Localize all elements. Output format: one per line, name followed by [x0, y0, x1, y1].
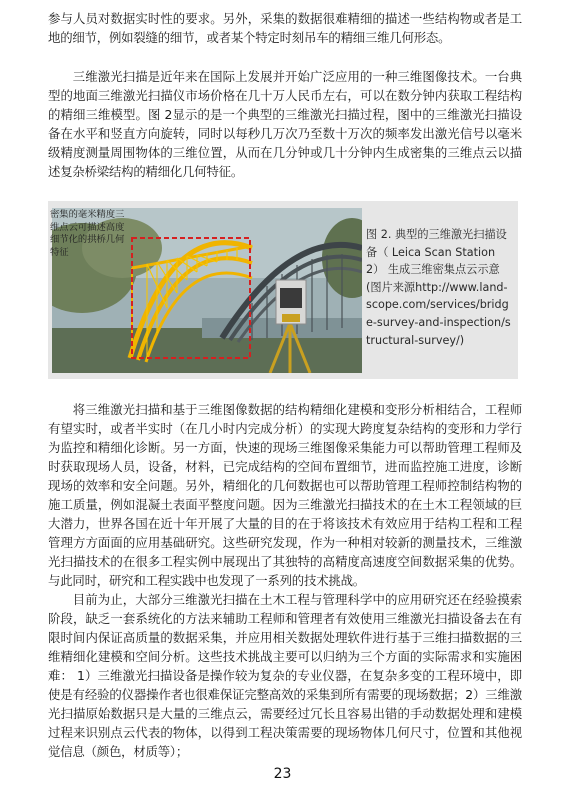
paragraph-4: 目前为止，大部分三维激光扫描在土木工程与管理科学中的应用研究还在经验摸索阶段，缺乏一套系统化的方法来辅助工程师和管理者有效使用三维激光扫描设备去在有限时间内保证高质量的数据采集，并应用相关数据处理软件进行基于三维扫描数据的三维精细化建模和空间分析。这些技术挑战主要可以归纳为三个方面的实际需求和实施困难： 1）三维激光扫描设备是操作较为复杂的专业仪器，在复杂多变的工程环境中，即使是有经验的仪器操作者也很难保证完整高效的采集到所有需要的现场数据；2）三维激光扫描原始数据只是大量的三维点云，需要经过冗长且容易出错的手动数据处理和建模过程来识别点云代表的物体，以得到工程决策需要的现场物体几何尺寸，位置和其他视觉信息（颜色，材质等）；	[48, 592, 522, 759]
paragraph-2: 三维激光扫描是近年来在国际上发展并开始广泛应用的一种三维图像技术。一台典型的地面三维激光扫描仪市场价格在几十万人民币左右，可以在数分钟内获取工程结构的精细三维模型。图 2显示的是一个典型的三维激光扫描过程，图中的三维激光扫描设备在水平和竖直方向旋转，同时以每秒几万次乃至数十万次的频率发出激光信号以毫米级精度测量周围物体的三维位置，从而在几分钟或几十分钟内生成密集的三维点云以描述复杂桥梁结构的精细化几何特征。	[48, 69, 522, 179]
figure-2	[48, 201, 518, 379]
paragraph-1: 参与人员对数据实时性的要求。另外，采集的数据很难精细的描述一些结构物或者是工地的细节，例如裂缝的细节，或者某个特定时刻吊车的精细三维几何形态。	[48, 11, 522, 45]
point-cloud-annotation: 密集的毫米精度三维点云可描述高度细节化的拱桥几何特征	[50, 209, 125, 258]
paragraph-3: 将三维激光扫描和基于三维图像数据的结构精细化建模和变形分析相结合，工程师有望实时，或者半实时（在几小时内完成分析）的实现大跨度复杂结构的变形和力学行为监控和精细化诊断。另一方面，快速的现场三维图像采集能力可以帮助管理工程师及时获取现场人员，设备，材料，已完成结构的空间布置细节，进而监控施工进度，诊断现场的效率和安全问题。另外，精细化的几何数据也可以帮助管理工程师控制结构物的施工质量，例如混凝土表面平整度问题。因为三维激光扫描技术的在土木工程领域的巨大潜力，世界各国在近十年开展了大量的目的在于将该技术有效应用于结构工程和工程管理方方面面的应用基础研究。这些研究发现，作为一种相对较新的测量技术，三维激光扫描技术的在很多工程实例中展现出了其独特的高精度高速度空间数据采集的优势。与此同时，研究和工程实践中也发现了一系列的技术挑战。	[48, 402, 522, 588]
figure-caption: 图 2. 典型的三维激光扫描设备（ Leica Scan Station 2） 生成三维密集点云示意 (图片来源http://www.land-scope.com/services/bridge-survey-and-inspection/structural-survey/)	[366, 228, 511, 347]
page-number: 23	[273, 766, 292, 782]
